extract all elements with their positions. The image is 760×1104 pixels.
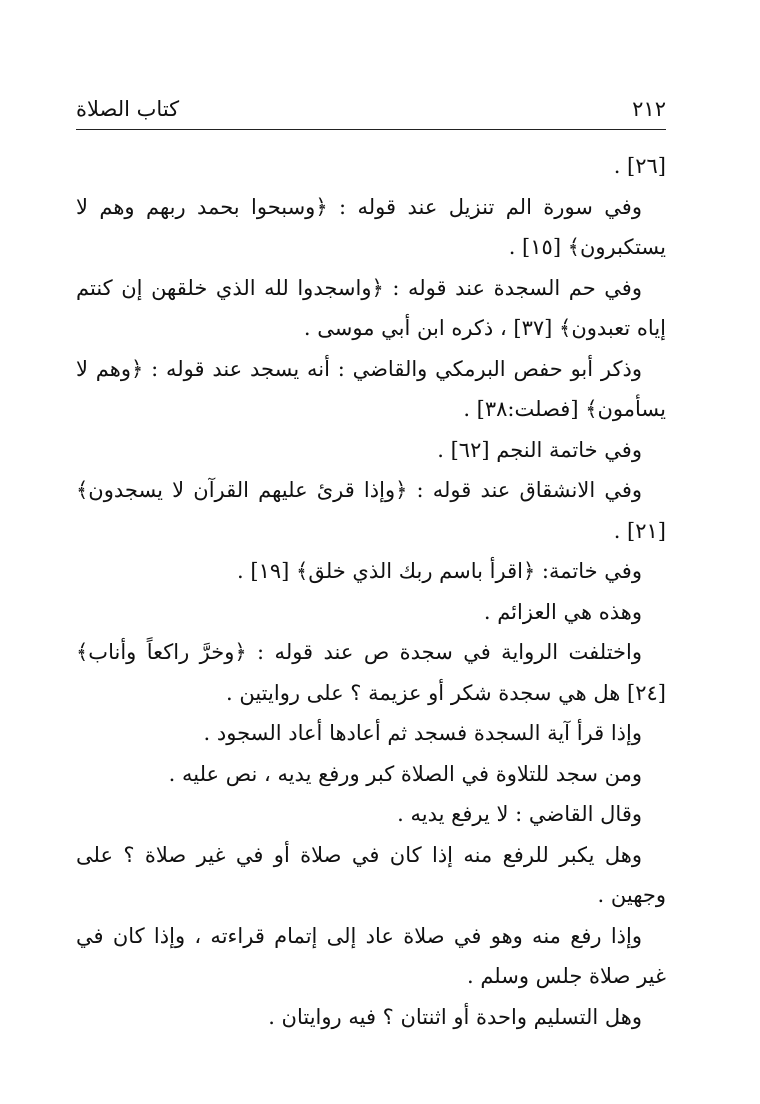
header-rule: [76, 129, 666, 130]
paragraph: ومن سجد للتلاوة في الصلاة كبر ورفع يديه ، نص عليه .: [168, 761, 642, 786]
paragraph: وإذا قرأ آية السجدة فسجد ثم أعادها أعاد السجود .: [203, 721, 642, 745]
paragraph-continuation: [٢٦] .: [613, 154, 666, 178]
page-header: [76, 96, 666, 126]
paragraph: وفي خاتمة: ﴿اقرأ باسم ربك الذي خلق﴾ [١٩] .: [237, 559, 642, 583]
page-number: ٢١٢: [632, 97, 666, 121]
paragraph: وفي خاتمة النجم [٦٢] .: [437, 437, 642, 462]
paragraph: وذكر أبو حفص البرمكي والقاضي : أنه يسجد عند قوله : ﴿وهم لا يسأمون﴾ [فصلت:٣٨] .: [76, 356, 666, 421]
paragraph: وفي حم السجدة عند قوله : ﴿واسجدوا لله الذي خلقهن إن كنتم إياه تعبدون﴾ [٣٧] ، ذكره ابن أبي موسى .: [76, 275, 666, 340]
paragraph: وهذه هي العزائم .: [483, 599, 642, 624]
paragraph: وهل التسليم واحدة أو اثنتان ؟ فيه روايتان .: [268, 1004, 642, 1029]
paragraph: واختلفت الرواية في سجدة ص عند قوله : ﴿وخرَّ راكعاً وأناب﴾ [٢٤] هل هي سجدة شكر أو عزيمة ؟ على روايتين .: [76, 640, 666, 705]
paragraph: وقال القاضي : لا يرفع يديه .: [397, 802, 642, 826]
running-title: كتاب الصلاة: [76, 97, 180, 121]
page-body: [76, 146, 666, 1066]
paragraph: وفي سورة الم تنزيل عند قوله : ﴿وسبحوا بحمد ربهم وهم لا يستكبرون﴾ [١٥] .: [76, 194, 666, 259]
paragraph: وفي الانشقاق عند قوله : ﴿وإذا قرئ عليهم القرآن لا يسجدون﴾ [٢١] .: [76, 478, 666, 543]
paragraph: وإذا رفع منه وهو في صلاة عاد إلى إتمام قراءته ، وإذا كان في غير صلاة جلس وسلم .: [76, 923, 666, 988]
paragraph: وهل يكبر للرفع منه إذا كان في صلاة أو في غير صلاة ؟ على وجهين .: [76, 842, 666, 907]
